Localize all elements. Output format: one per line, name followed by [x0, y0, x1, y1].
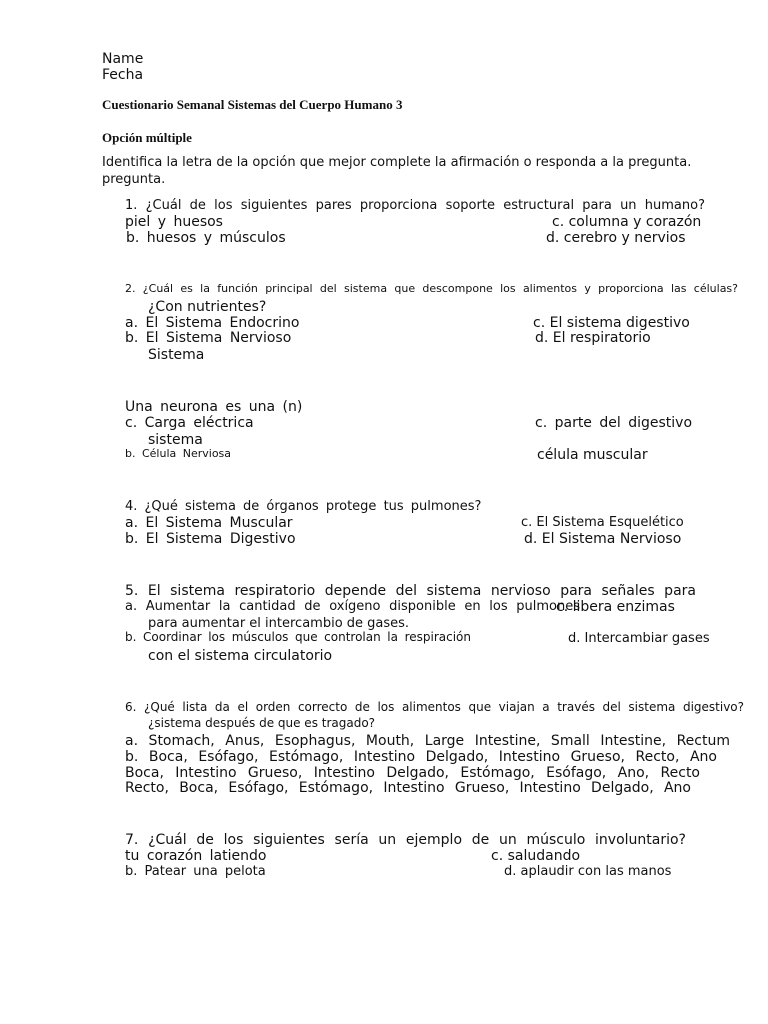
- option-b: b. El Sistema Digestivo: [125, 531, 296, 547]
- option-a: tu corazón latiendo: [125, 848, 267, 864]
- section-title: Opción múltiple: [102, 130, 192, 145]
- option-a: a. Aumentar la cantidad de oxígeno disponible en los pulmones: [125, 599, 580, 614]
- option-c: c. libera enzimas: [556, 599, 675, 615]
- option-b: b. Célula Nerviosa: [125, 447, 232, 460]
- option-d: d. El Sistema Nervioso: [524, 531, 682, 547]
- option-d: célula muscular: [537, 447, 648, 463]
- option-a-continued: para aumentar el intercambio de gases.: [148, 616, 410, 631]
- name-label: Name: [102, 51, 144, 67]
- question-prompt-continued: ¿sistema después de que es tragado?: [148, 716, 376, 730]
- option-a: a. El Sistema Endocrino: [125, 315, 300, 331]
- question-prompt: 6. ¿Qué lista da el orden correcto de los alimentos que viajan a través del sistema digestivo?: [125, 700, 744, 714]
- option-d: d. cerebro y nervios: [546, 230, 686, 246]
- question-prompt: 7. ¿Cuál de los siguientes sería un ejemplo de un músculo involuntario?: [125, 832, 686, 848]
- option-c: c. El Sistema Esquelético: [521, 515, 684, 530]
- option-c: c. El sistema digestivo: [533, 315, 690, 331]
- date-label: Fecha: [102, 67, 144, 83]
- option-b: b. El Sistema Nervioso: [125, 330, 292, 346]
- option-c: c. columna y corazón: [552, 214, 702, 230]
- option-a: a. El Sistema Muscular: [125, 515, 293, 531]
- option-d: d. aplaudir con las manos: [504, 864, 672, 879]
- option-b-continued: con el sistema circulatorio: [148, 648, 333, 664]
- option-b: b. Coordinar los músculos que controlan la respiración: [125, 630, 471, 644]
- question-prompt: 4. ¿Qué sistema de órganos protege tus pulmones?: [125, 499, 482, 514]
- question-prompt-continued: ¿Con nutrientes?: [148, 299, 267, 315]
- option-c: Boca, Intestino Grueso, Intestino Delgado, Estómago, Esófago, Ano, Recto: [125, 765, 700, 781]
- option-a-continued: sistema: [148, 432, 203, 448]
- option-b: b. Patear una pelota: [125, 864, 266, 879]
- document-title: Cuestionario Semanal Sistemas del Cuerpo Humano 3: [102, 97, 403, 112]
- question-prompt: Una neurona es una (n): [125, 399, 303, 415]
- question-prompt: 5. El sistema respiratorio depende del sistema nervioso para señales para: [125, 583, 696, 599]
- option-b: b. Boca, Esófago, Estómago, Intestino Delgado, Intestino Grueso, Recto, Ano: [125, 749, 717, 765]
- question-prompt: 2. ¿Cuál es la función principal del sistema que descompone los alimentos y proporciona las células?: [125, 282, 738, 295]
- option-a: c. Carga eléctrica: [125, 415, 254, 431]
- option-d: Recto, Boca, Esófago, Estómago, Intestino Grueso, Intestino Delgado, Ano: [125, 780, 691, 796]
- option-d: d. Intercambiar gases: [568, 631, 710, 646]
- option-c: c. saludando: [491, 848, 581, 864]
- option-a: a. Stomach, Anus, Esophagus, Mouth, Large Intestine, Small Intestine, Rectum: [125, 733, 730, 749]
- option-a: piel y huesos: [125, 214, 223, 230]
- option-b-continued: Sistema: [148, 347, 205, 363]
- option-d: d. El respiratorio: [535, 330, 651, 346]
- question-prompt: 1. ¿Cuál de los siguientes pares proporciona soporte estructural para un humano?: [125, 198, 705, 213]
- instructions-continued: pregunta.: [102, 172, 166, 187]
- option-c: c. parte del digestivo: [535, 415, 693, 431]
- option-b: b. huesos y músculos: [126, 230, 286, 246]
- instructions: Identifica la letra de la opción que mejor complete la afirmación o responda a la pregunta.: [102, 155, 692, 170]
